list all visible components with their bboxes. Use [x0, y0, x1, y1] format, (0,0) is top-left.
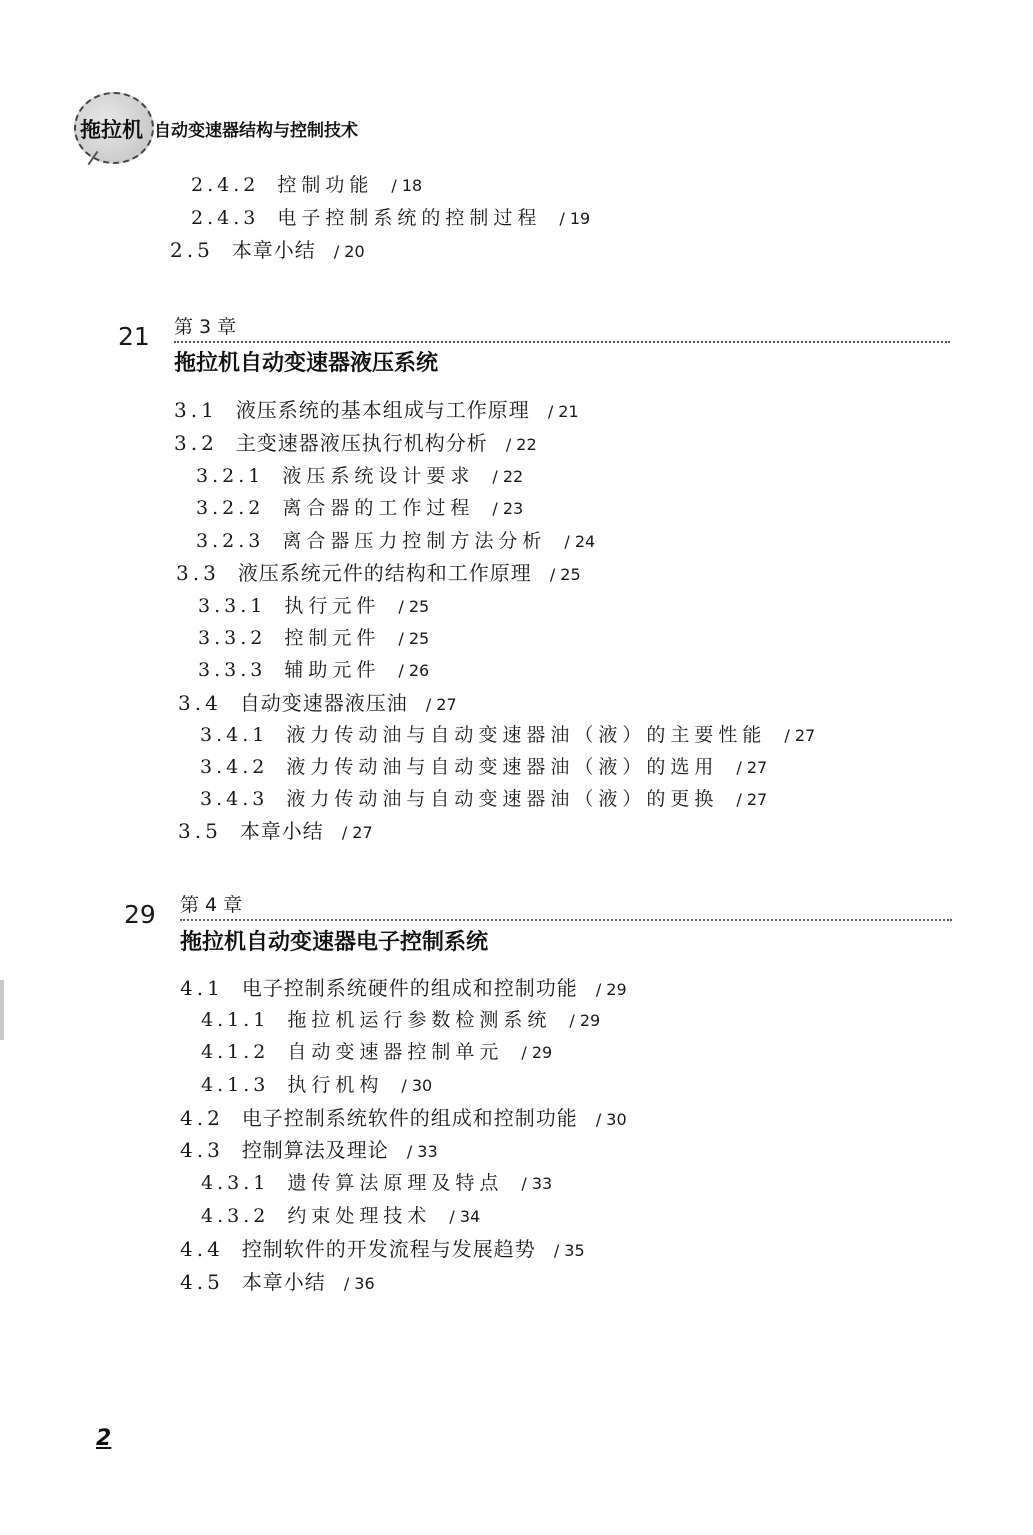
running-header-title: 自动变速器结构与控制技术 — [154, 121, 358, 141]
toc-entry-page: / 27 — [784, 726, 816, 745]
toc-entry-title: 自动变速器控制单元 — [287, 1041, 504, 1063]
toc-entry-number: 3.1 — [174, 398, 218, 422]
chapter-title[interactable]: 拖拉机自动变速器电子控制系统 — [180, 930, 489, 955]
toc-entry-number: 4.2 — [180, 1106, 224, 1130]
toc-entry[interactable] — [201, 1073, 432, 1098]
toc-entry[interactable] — [170, 238, 365, 264]
toc-entry-title: 离合器的工作过程 — [282, 497, 475, 519]
toc-entry[interactable] — [196, 529, 595, 554]
toc-entry-title: 控制元件 — [284, 627, 381, 649]
toc-entry-number: 3.4.2 — [200, 756, 269, 778]
toc-entry[interactable] — [201, 1171, 552, 1196]
toc-entry-page: / 19 — [559, 209, 591, 228]
toc-entry[interactable] — [180, 1270, 375, 1296]
toc-entry-title: 液力传动油与自动变速器油（液）的更换 — [286, 788, 719, 810]
toc-entry-number: 3.4 — [178, 691, 222, 715]
toc-entry[interactable] — [174, 398, 579, 424]
toc-entry-title: 液压系统的基本组成与工作原理 — [235, 398, 530, 422]
page-number: 2 — [96, 1426, 112, 1451]
toc-entry-page: / 26 — [398, 661, 430, 680]
toc-entry-title: 电子控制系统软件的组成和控制功能 — [241, 1106, 578, 1130]
toc-entry-number: 3.2 — [174, 431, 218, 455]
scan-edge-mark — [0, 980, 4, 1040]
toc-entry-page: / 18 — [391, 176, 423, 195]
toc-entry-number: 3.2.2 — [196, 497, 265, 519]
toc-entry-title: 液力传动油与自动变速器油（液）的选用 — [286, 756, 719, 778]
toc-entry-page: / 23 — [492, 499, 524, 518]
toc-entry[interactable] — [180, 1237, 585, 1263]
toc-entry[interactable] — [191, 206, 590, 231]
chapter-label: 第 3 章 — [174, 316, 237, 338]
toc-entry[interactable] — [180, 1138, 438, 1164]
toc-entry[interactable] — [196, 464, 523, 489]
toc-entry-number: 4.5 — [180, 1270, 224, 1294]
toc-entry[interactable] — [200, 755, 767, 780]
toc-entry-title: 液压系统元件的结构和工作原理 — [237, 561, 532, 585]
toc-entry[interactable] — [176, 561, 581, 587]
chapter-start-page: 29 — [124, 900, 156, 929]
toc-entry-page: / 29 — [569, 1011, 601, 1030]
toc-entry-number: 3.4.1 — [200, 724, 269, 746]
toc-entry-number: 4.3 — [180, 1138, 224, 1162]
toc-entry-page: / 21 — [547, 402, 579, 421]
toc-entry-title: 执行机构 — [287, 1074, 384, 1096]
toc-entry-title: 离合器压力控制方法分析 — [282, 530, 547, 552]
toc-entry-page: / 25 — [398, 629, 430, 648]
toc-entry-title: 辅助元件 — [284, 659, 381, 681]
toc-entry[interactable] — [198, 594, 429, 619]
toc-entry-page: / 29 — [521, 1043, 553, 1062]
toc-entry-title: 主变速器液压执行机构分析 — [235, 431, 488, 455]
toc-entry-title: 自动变速器液压油 — [239, 691, 408, 715]
toc-entry-title: 电子控制系统硬件的组成和控制功能 — [241, 976, 578, 1000]
toc-entry-number: 4.3.1 — [201, 1172, 270, 1194]
toc-entry-number: 4.1.1 — [201, 1009, 270, 1031]
toc-entry[interactable] — [198, 626, 429, 651]
toc-entry[interactable] — [180, 1106, 627, 1132]
toc-entry-number: 4.4 — [180, 1237, 224, 1261]
toc-entry[interactable] — [178, 819, 373, 845]
toc-entry[interactable] — [201, 1204, 480, 1229]
toc-entry-number: 3.5 — [178, 819, 222, 843]
toc-entry-number: 4.1.3 — [201, 1074, 270, 1096]
toc-entry-title: 电子控制系统的控制过程 — [277, 207, 542, 229]
toc-entry-number: 3.2.3 — [196, 530, 265, 552]
toc-entry-page: / 27 — [425, 695, 457, 714]
toc-entry-page: / 33 — [406, 1142, 438, 1161]
toc-entry-title: 液力传动油与自动变速器油（液）的主要性能 — [286, 724, 767, 746]
toc-entry[interactable] — [201, 1008, 600, 1033]
toc-entry-page: / 24 — [564, 532, 596, 551]
toc-entry-number: 3.2.1 — [196, 465, 265, 487]
toc-entry[interactable] — [200, 787, 767, 812]
toc-entry-page: / 33 — [521, 1174, 553, 1193]
toc-entry-page: / 29 — [595, 980, 627, 999]
running-header — [74, 92, 494, 162]
toc-entry-page: / 20 — [333, 242, 365, 261]
toc-entry-page: / 22 — [492, 467, 524, 486]
chapter-start-page: 21 — [118, 322, 150, 351]
toc-entry-number: 4.1.2 — [201, 1041, 270, 1063]
toc-entry-title: 本章小结 — [239, 819, 324, 843]
toc-entry[interactable] — [198, 658, 429, 683]
toc-entry-page: / 30 — [595, 1110, 627, 1129]
logo-badge-text: 拖拉机 — [80, 118, 143, 142]
toc-entry[interactable] — [191, 173, 422, 198]
toc-entry-title: 执行元件 — [284, 595, 381, 617]
toc-entry[interactable] — [200, 723, 815, 748]
toc-entry[interactable] — [196, 496, 523, 521]
toc-entry-page: / 25 — [398, 597, 430, 616]
toc-entry-number: 3.3.1 — [198, 595, 267, 617]
toc-entry-number: 4.3.2 — [201, 1205, 270, 1227]
toc-entry[interactable] — [178, 691, 457, 717]
toc-entry-title: 控制功能 — [277, 174, 374, 196]
toc-entry-title: 遗传算法原理及特点 — [287, 1172, 504, 1194]
toc-entry-number: 4.1 — [180, 976, 224, 1000]
chapter-dotted-rule — [180, 919, 952, 921]
toc-entry-title: 本章小结 — [231, 238, 316, 262]
toc-entry-number: 2.4.2 — [191, 174, 260, 196]
toc-entry-page: / 22 — [505, 435, 537, 454]
toc-entry-number: 2.4.3 — [191, 207, 260, 229]
toc-entry-page: / 27 — [736, 758, 768, 777]
toc-entry[interactable] — [180, 976, 627, 1002]
toc-entry-title: 拖拉机运行参数检测系统 — [287, 1009, 552, 1031]
toc-entry-number: 2.5 — [170, 238, 214, 262]
toc-entry-number: 3.3.2 — [198, 627, 267, 649]
toc-entry-page: / 25 — [549, 565, 581, 584]
toc-entry-page: / 35 — [553, 1241, 585, 1260]
toc-entry-title: 约束处理技术 — [287, 1205, 432, 1227]
toc-entry-number: 3.3 — [176, 561, 220, 585]
toc-entry-page: / 34 — [449, 1207, 481, 1226]
toc-entry-page: / 27 — [341, 823, 373, 842]
toc-entry-page: / 30 — [401, 1076, 433, 1095]
toc-entry-title: 本章小结 — [241, 1270, 326, 1294]
chapter-label: 第 4 章 — [180, 894, 243, 916]
toc-entry-number: 3.4.3 — [200, 788, 269, 810]
toc-entry-page: / 36 — [343, 1274, 375, 1293]
toc-entry-page: / 27 — [736, 790, 768, 809]
chapter-dotted-rule — [174, 341, 950, 343]
toc-entry-title: 液压系统设计要求 — [282, 465, 475, 487]
toc-entry-title: 控制软件的开发流程与发展趋势 — [241, 1237, 536, 1261]
toc-entry-number: 3.3.3 — [198, 659, 267, 681]
toc-entry[interactable] — [201, 1040, 552, 1065]
chapter-title[interactable]: 拖拉机自动变速器液压系统 — [174, 351, 439, 376]
toc-entry[interactable] — [174, 431, 537, 457]
toc-entry-title: 控制算法及理论 — [241, 1138, 389, 1162]
